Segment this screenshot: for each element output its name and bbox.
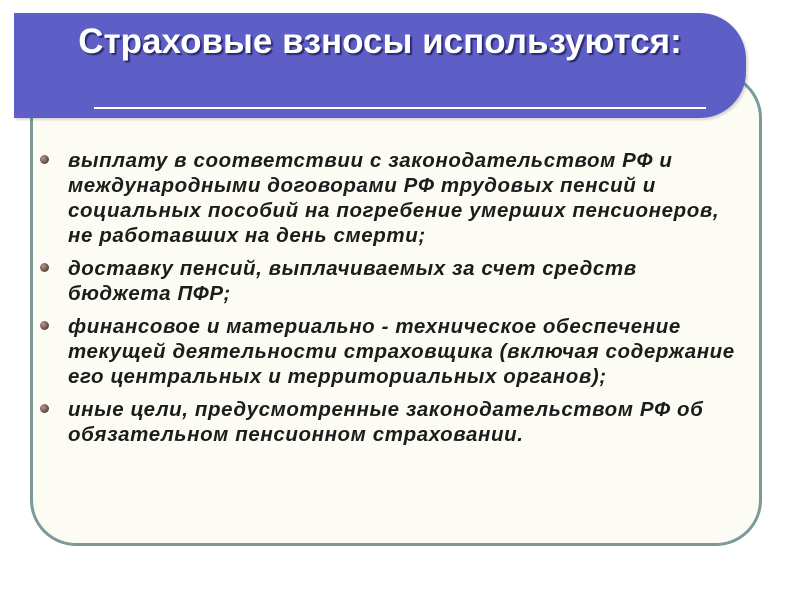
bullet-icon — [40, 155, 49, 164]
bullet-icon — [40, 263, 49, 272]
list-item — [40, 314, 740, 389]
title-underline — [94, 107, 706, 109]
bullet-text: финансовое и материально - техническое обеспечение текущей деятельности страховщика (включая содержание его центральных и территориальных органов); — [68, 315, 735, 388]
bullet-text: доставку пенсий, выплачиваемых за счет средств бюджета ПФР; — [68, 257, 637, 305]
list-item — [40, 148, 740, 248]
bullet-text: выплату в соответствии с законодательством РФ и международными договорами РФ трудовых пенсий и социальных пособий на погребение умерших пенсионеров, не работавших на день смерти; — [68, 149, 720, 247]
list-item — [40, 397, 740, 447]
bullet-icon — [40, 404, 49, 413]
bullet-list — [40, 148, 740, 455]
slide-title: Страховые взносы используются: — [78, 22, 682, 61]
bullet-text: иные цели, предусмотренные законодательством РФ об обязательном пенсионном страховании. — [68, 398, 704, 446]
list-item — [40, 256, 740, 306]
bullet-icon — [40, 321, 49, 330]
